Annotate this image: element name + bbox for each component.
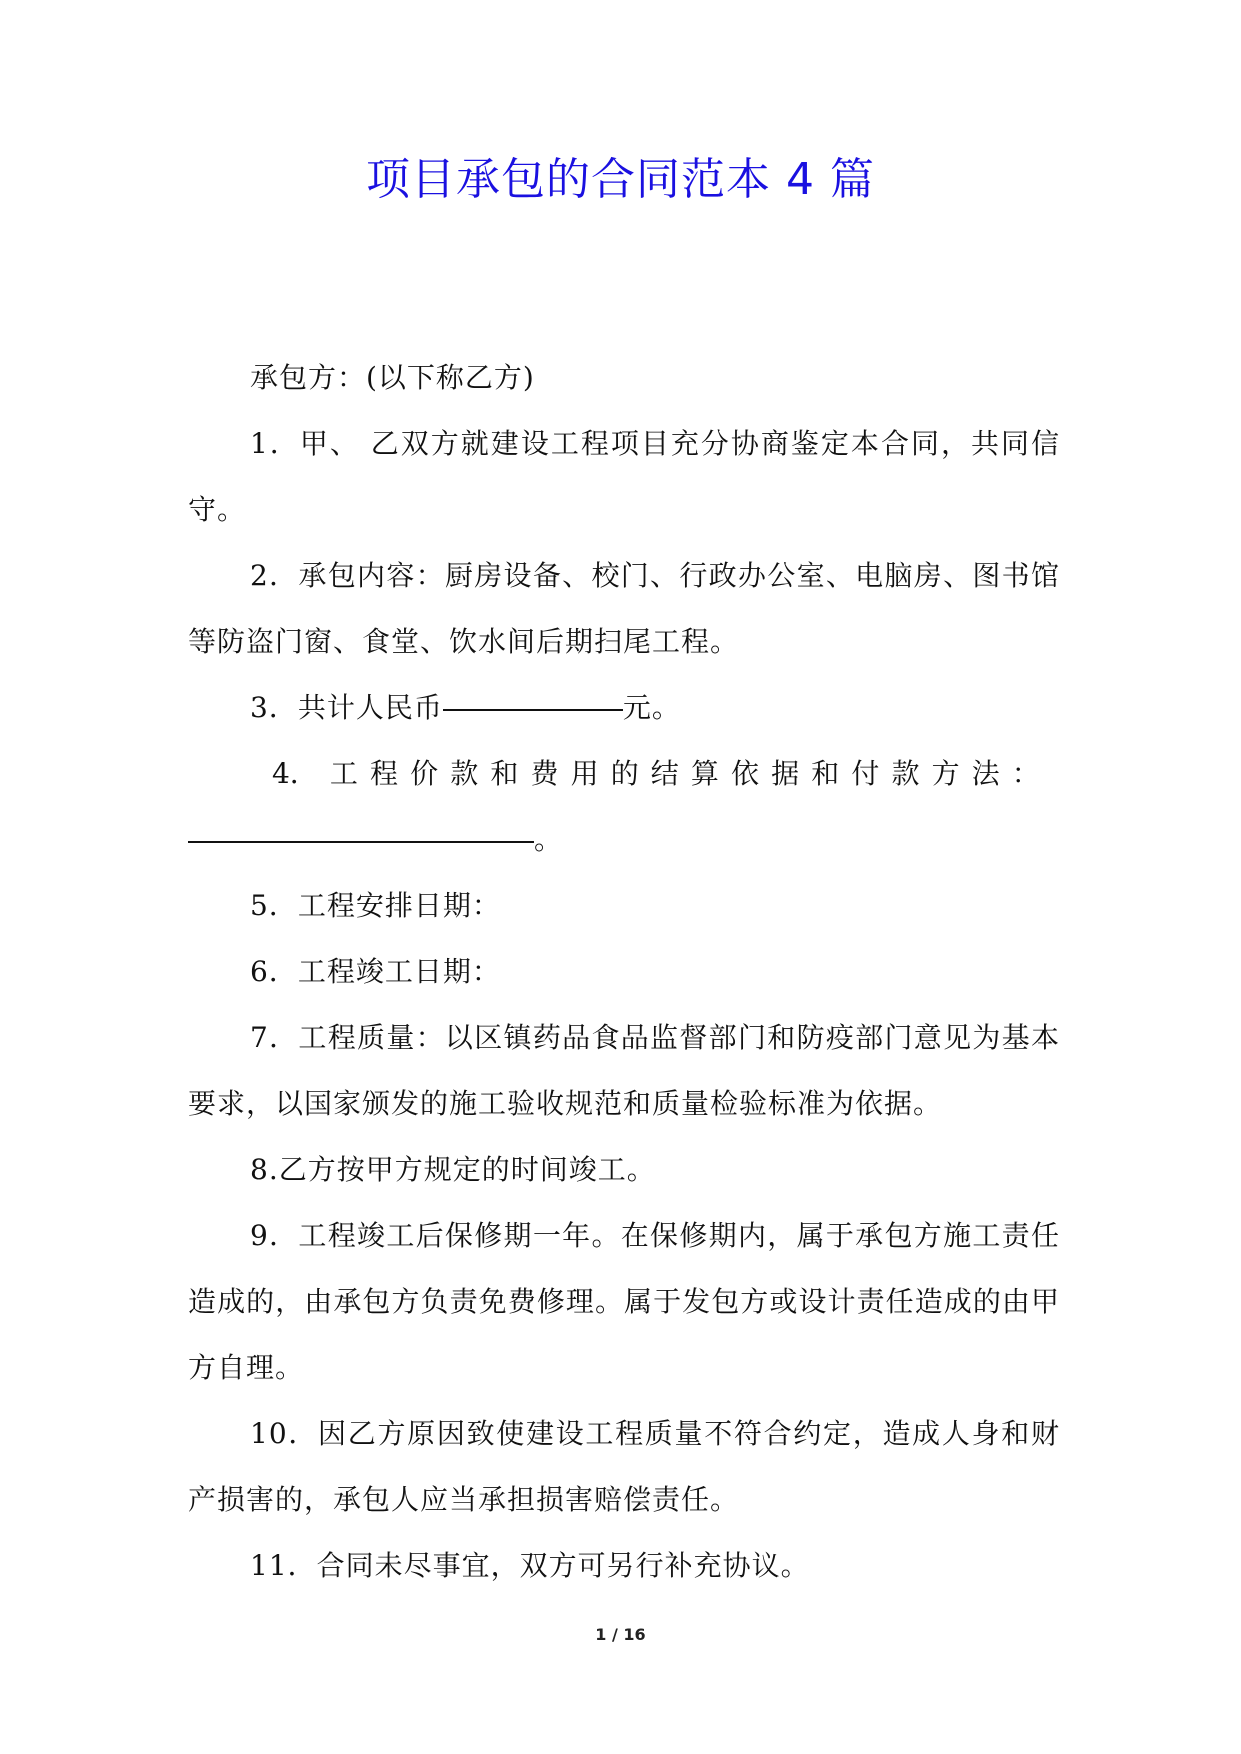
- paragraph-4-char: 用: [570, 757, 599, 790]
- paragraph-11: 11．合同未尽事宜，双方可另行补充协议。: [250, 1549, 810, 1582]
- paragraph-4-char: 结: [650, 757, 679, 790]
- amount-blank: [443, 681, 623, 711]
- paragraph-contractor: 承包方：(以下称乙方): [250, 361, 535, 394]
- paragraph-4-char: ：: [1011, 757, 1040, 790]
- paragraph-4-char: 付: [851, 757, 880, 790]
- document-body: [188, 345, 1060, 1599]
- paragraph-4-char: 和: [490, 757, 519, 790]
- paragraph-4-line1: [188, 741, 1060, 807]
- paragraph-4-suffix: 。: [534, 823, 564, 856]
- paragraph-4-char: 价: [410, 757, 439, 790]
- paragraph-4-char: 依: [731, 757, 760, 790]
- paragraph-4-char: 4．: [272, 757, 318, 790]
- paragraph-6: 6．工程竣工日期：: [250, 955, 501, 988]
- paragraph-5: 5．工程安排日期：: [250, 889, 501, 922]
- document-title: 项目承包的合同范本 4 篇: [366, 154, 875, 205]
- paragraph-4-char: 算: [690, 757, 719, 790]
- paragraph-9: 9．工程竣工后保修期一年。在保修期内，属于承包方施工责任造成的，由承包方负责免费修理。属于发包方或设计责任造成的由甲方自理。: [188, 1219, 1060, 1384]
- paragraph-4-char: 款: [891, 757, 920, 790]
- paragraph-4-char: 款: [450, 757, 479, 790]
- page-number: 1 / 16: [595, 1625, 646, 1644]
- paragraph-4-char: 方: [931, 757, 960, 790]
- paragraph-4-char: 的: [610, 757, 639, 790]
- paragraph-7: 7．工程质量：以区镇药品食品监督部门和防疫部门意见为基本要求，以国家颁发的施工验收规范和质量检验标准为依据。: [188, 1021, 1060, 1120]
- paragraph-4-char: 费: [530, 757, 559, 790]
- paragraph-1: 1．甲、 乙双方就建设工程项目充分协商鉴定本合同，共同信守。: [188, 427, 1060, 526]
- paragraph-3-suffix: 元。: [622, 691, 681, 724]
- paragraph-10: 10．因乙方原因致使建设工程质量不符合约定，造成人身和财产损害的，承包人应当承担损害赔偿责任。: [188, 1417, 1060, 1516]
- paragraph-4-char: 工: [329, 757, 358, 790]
- paragraph-4-char: 法: [971, 757, 1000, 790]
- paragraph-4-char: 据: [771, 757, 800, 790]
- paragraph-4-char: 程: [370, 757, 399, 790]
- paragraph-2: 2．承包内容：厨房设备、校门、行政办公室、电脑房、图书馆等防盗门窗、食堂、饮水间后期扫尾工程。: [188, 559, 1060, 658]
- paragraph-3: [188, 675, 1060, 741]
- paragraph-4-line2: [188, 807, 1060, 873]
- paragraph-4-char: 和: [811, 757, 840, 790]
- payment-method-blank: [188, 813, 534, 843]
- paragraph-8: 8.乙方按甲方规定的时间竣工。: [250, 1153, 656, 1186]
- paragraph-3-prefix: 3．共计人民币: [250, 691, 443, 724]
